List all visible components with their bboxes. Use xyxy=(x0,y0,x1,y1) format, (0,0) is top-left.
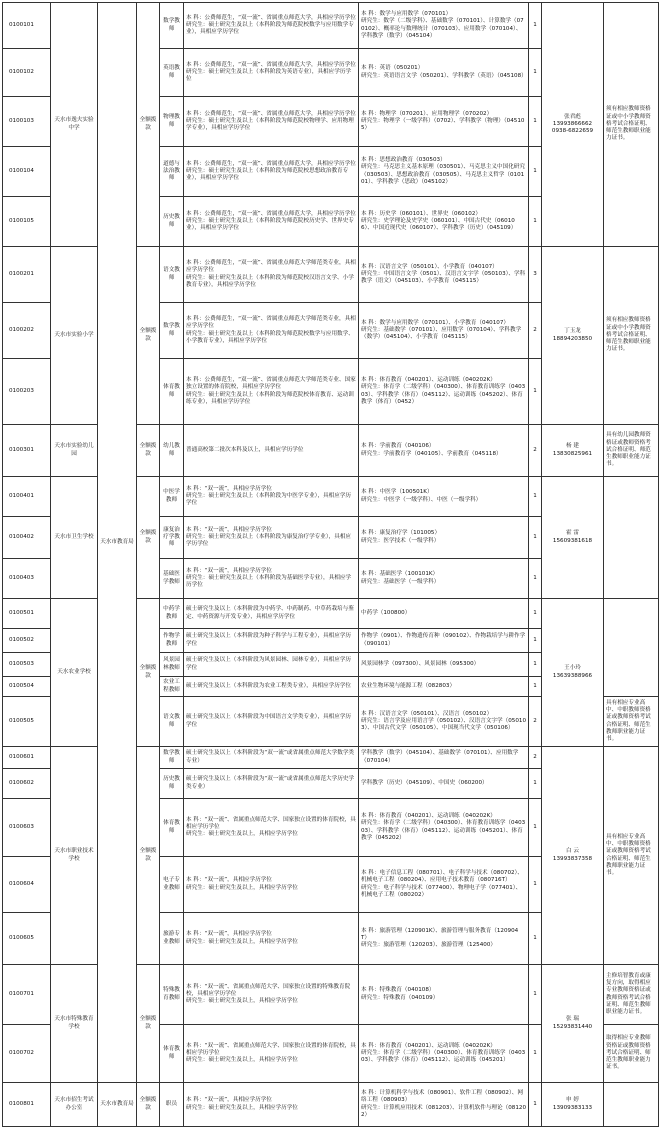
post-name: 农业工程教师 xyxy=(160,677,184,697)
major-requirement: 本 科：基础医学（100101K） 研究生：基础医学（一级学科） xyxy=(359,559,529,599)
funding-type: 全额拨款 xyxy=(137,3,160,247)
employer-unit: 天水市卫生学校 xyxy=(51,477,98,599)
headcount: 2 xyxy=(529,303,542,359)
post-code: 0100503 xyxy=(3,653,51,677)
employer-unit: 天水市职业技术学校 xyxy=(51,747,98,965)
post-code: 0100402 xyxy=(3,517,51,559)
major-requirement: 本 科：体育教育（040201）、运动训练（040202K） 研究生：体育学（二级学科）（040300）、体育教育训练学（040303）、学科教学（体育）（045112）、运动训练（045201）、体育教学（045202） xyxy=(359,799,529,857)
remarks: 具有幼儿园教师资格证或教师资格考试合格证明、师范生教师职业能力证书。 xyxy=(604,425,659,477)
headcount: 1 xyxy=(529,599,542,629)
headcount: 3 xyxy=(529,247,542,303)
remarks xyxy=(604,1083,659,1127)
post-code: 0100301 xyxy=(3,425,51,477)
post-name: 语文教师 xyxy=(160,697,184,747)
post-code: 0100105 xyxy=(3,197,51,247)
funding-type: 全额拨款 xyxy=(137,1083,160,1127)
major-requirement: 本 科：物理学（070201）、应用物理学（070202） 研究生：物理学（一级学科）（0702）、学科教学（物理）（045105） xyxy=(359,97,529,147)
education-requirement: 本 科：“双一流”，具相应学历学位 研究生：硕士研究生及以上，具相应学历学位 xyxy=(184,1083,359,1127)
remarks xyxy=(604,599,659,697)
funding-type: 全额拨款 xyxy=(137,247,160,425)
post-code: 0100201 xyxy=(3,247,51,303)
post-code: 0100602 xyxy=(3,769,51,799)
contact: 张君彪 13993866662 0938-6822659 xyxy=(542,3,604,247)
major-requirement: 本 科：思想政治教育（030503） 研究生：马克思主义基本原理（030501）、马克思主义中国化研究（030503）、思想政治教育（030505）、马克思主义哲学（010101）、学科教学（思政）（045102） xyxy=(359,147,529,197)
table-row xyxy=(3,3,659,49)
contact: 白 云 13993837358 xyxy=(542,747,604,965)
post-name: 作物学教师 xyxy=(160,629,184,653)
major-requirement: 风景园林学（097300）、风景园林（095300） xyxy=(359,653,529,677)
table-row xyxy=(3,1083,659,1127)
headcount: 1 xyxy=(529,857,542,913)
employer-unit: 天水市招生考试办公室 xyxy=(51,1083,98,1127)
education-requirement: 本 科：“双一流”，具相应学历学位 研究生：硕士研究生及以上，具相应学历学位 xyxy=(184,857,359,913)
post-name: 职员 xyxy=(160,1083,184,1127)
remarks: 具有相应专业高中、中职教师资格证或教师资格考试合格证明、师范生教师职业能力证书。 xyxy=(604,697,659,747)
major-requirement: 本 科：体育教育（040201）、运动训练（040202K） 研究生：体育学（二级学科）（040300）、体育教育训练学（040303）、学科教学（体育）（045112）、运动训练（045202）、体育教学（体育）（0452） xyxy=(359,359,529,425)
headcount: 1 xyxy=(529,653,542,677)
post-code: 0100202 xyxy=(3,303,51,359)
post-name: 中医学教师 xyxy=(160,477,184,517)
post-code: 0100502 xyxy=(3,629,51,653)
headcount: 1 xyxy=(529,3,542,49)
headcount: 1 xyxy=(529,913,542,965)
headcount: 1 xyxy=(529,147,542,197)
major-requirement: 本 科：历史学（060101）、世界史（060102） 研究生：史学理论及史学史（060101）、中国古代史（060106）、中国近现代史（060107）、学科教学（历史）（045109） xyxy=(359,197,529,247)
post-name: 体育教师 xyxy=(160,1025,184,1083)
major-requirement: 学科教学（历史）（045109）、中国史（060200） xyxy=(359,769,529,799)
post-name: 数学教师 xyxy=(160,747,184,769)
employer-unit: 天水市特殊教育学校 xyxy=(51,965,98,1083)
post-code: 0100401 xyxy=(3,477,51,517)
post-name: 风景园林教师 xyxy=(160,653,184,677)
education-requirement: 硕士研究生及以上（本科阶段为“双一流”或省属重点师范大学数学类专业） xyxy=(184,747,359,769)
major-requirement: 本 科：电子信息工程（080701）、电子科学与技术（080702）、机械电子工程（080204）、应用电子技术教育（080716T） 研究生：电子科学与技术（077400）、物理电子学（077401）、机械电子工程（080202） xyxy=(359,857,529,913)
major-requirement: 本 科：康复治疗学（101005） 研究生：医学技术（一级学科） xyxy=(359,517,529,559)
post-name: 历史教师 xyxy=(160,197,184,247)
education-requirement: 本 科：公费师范生，“双一流”、省属重点师范大学师范类专业，具相应学历学位 研究生：硕士研究生及以上（本科阶段为师范院校汉语言文学、小学教育专业），具相应学历学位 xyxy=(184,247,359,303)
funding-type: 全额拨款 xyxy=(137,477,160,599)
major-requirement: 本 科：汉语言文学（050101）、小学教育（040107） 研究生：中国语言文学（0501）、汉语言文字学（050103）、学科教学（语文）（045103）、小学教育（045115） xyxy=(359,247,529,303)
post-name: 中药学教师 xyxy=(160,599,184,629)
education-requirement: 本 科：“双一流”、省属重点师范大学、国家独立设置的体育院校，具相应学历学位 研究生：硕士研究生及以上，具相应学历学位 xyxy=(184,1025,359,1083)
headcount: 1 xyxy=(529,517,542,559)
education-requirement: 硕士研究生及以上（本科阶段为中国语言文学类专业），具相应学历学位 xyxy=(184,697,359,747)
post-code: 0100203 xyxy=(3,359,51,425)
education-requirement: 本 科：“双一流”、省属重点师范大学、国家独立设置的体育院校，具相应学历学位 研究生：硕士研究生及以上，具相应学历学位 xyxy=(184,799,359,857)
remarks: 主修培智教育或康复方向，取得相应专业教师资格证或教师资格考试合格证明、师范生教师职业能力证书。 xyxy=(604,965,659,1025)
department: 天水市教育局 xyxy=(98,1083,137,1127)
employer-unit: 天水市实验小学 xyxy=(51,247,98,425)
remarks: 取得相应专业教师资格证或教师资格考试合格证明、师范生教师职业能力证书。 xyxy=(604,1025,659,1083)
department: 天水市教育局 xyxy=(98,3,137,1083)
post-code: 0100403 xyxy=(3,559,51,599)
headcount: 1 xyxy=(529,799,542,857)
education-requirement: 硕士研究生及以上（本科阶段为种子科学与工程专业），具相应学历学位 xyxy=(184,629,359,653)
remarks: 具有相应专业高中、中职教师资格证或教师资格考试合格证明、师范生教师职业能力证书。 xyxy=(604,747,659,965)
education-requirement: 本 科：“双一流”，具相应学历学位 研究生：硕士研究生及以上（本科阶段为基础医学专业），具相应学历学位 xyxy=(184,559,359,599)
post-name: 体育教师 xyxy=(160,799,184,857)
post-name: 数学教师 xyxy=(160,3,184,49)
post-code: 0100504 xyxy=(3,677,51,697)
post-name: 道德与法治教师 xyxy=(160,147,184,197)
headcount: 2 xyxy=(529,697,542,747)
headcount: 1 xyxy=(529,359,542,425)
funding-type: 全额拨款 xyxy=(137,599,160,747)
headcount: 1 xyxy=(529,477,542,517)
post-name: 旅游专业教师 xyxy=(160,913,184,965)
headcount: 1 xyxy=(529,629,542,653)
headcount: 1 xyxy=(529,769,542,799)
contact: 杨 建 13830825961 xyxy=(542,425,604,477)
post-code: 0100501 xyxy=(3,599,51,629)
education-requirement: 硕士研究生及以上（本科阶段为“双一流”或省属重点师范大学历史学类专业） xyxy=(184,769,359,799)
education-requirement: 本 科：“双一流”，具相应学历学位 研究生：硕士研究生及以上（本科阶段为中医学专业），具相应学历学位 xyxy=(184,477,359,517)
post-code: 0100101 xyxy=(3,3,51,49)
contact: 张 瑞 15293831440 xyxy=(542,965,604,1083)
post-code: 0100605 xyxy=(3,913,51,965)
education-requirement: 本 科：公费师范生，“双一流”、省属重点师范大学，具相应学历学位 研究生：硕士研究生及以上（本科阶段为师范院校历史学、世界史专业），具相应学历学位 xyxy=(184,197,359,247)
remarks xyxy=(604,477,659,599)
post-code: 0100701 xyxy=(3,965,51,1025)
post-name: 英语教师 xyxy=(160,49,184,97)
post-code: 0100601 xyxy=(3,747,51,769)
post-code: 0100505 xyxy=(3,697,51,747)
employer-unit: 天水农业学校 xyxy=(51,599,98,747)
headcount: 1 xyxy=(529,677,542,697)
education-requirement: 本 科：公费师范生，“双一流”、省属重点师范大学，具相应学历学位 研究生：硕士研究生及以上（本科阶段为英语专业），具相应学历学位 xyxy=(184,49,359,97)
post-name: 体育教师 xyxy=(160,359,184,425)
education-requirement: 硕士研究生及以上（本科阶段为风景园林、园林专业），具相应学历学位 xyxy=(184,653,359,677)
education-requirement: 普通高校第二批次本科及以上，具相应学历学位 xyxy=(184,425,359,477)
headcount: 1 xyxy=(529,965,542,1025)
post-name: 语文教师 xyxy=(160,247,184,303)
headcount: 2 xyxy=(529,425,542,477)
post-code: 0100604 xyxy=(3,857,51,913)
post-name: 数学教师 xyxy=(160,303,184,359)
headcount: 1 xyxy=(529,1025,542,1083)
headcount: 1 xyxy=(529,1083,542,1127)
major-requirement: 本 科：旅游管理（120901K）、旅游管理与服务教育（120904T） 研究生：旅游管理（120203）、旅游管理（125400） xyxy=(359,913,529,965)
major-requirement: 本 科：英语（050201） 研究生：英语语言文学（050201）、学科教学（英语）（045108） xyxy=(359,49,529,97)
post-code: 0100103 xyxy=(3,97,51,147)
post-name: 幼儿教师 xyxy=(160,425,184,477)
major-requirement: 本 科：学前教育（040106） 研究生：学前教育学（040105）、学前教育（045118） xyxy=(359,425,529,477)
education-requirement: 硕士研究生及以上（本科阶段为中药学、中药制药、中草药栽培与鉴定、中药资源与开发专业），具相应学历学位 xyxy=(184,599,359,629)
education-requirement: 本 科：公费师范生，“双一流”、省属重点师范大学，具相应学历学位 研究生：硕士研究生及以上（本科阶段为师范院校数学与应用数学专业），具相应学历学位 xyxy=(184,3,359,49)
post-name: 基础医学教师 xyxy=(160,559,184,599)
post-code: 0100702 xyxy=(3,1025,51,1083)
major-requirement: 本 科：特殊教育（040108） 研究生：特殊教育（040109） xyxy=(359,965,529,1025)
major-requirement: 本 科：体育教育（040201）、运动训练（040202K） 研究生：体育学（二级学科）（040300）、体育教育训练学（040303）、学科教学（体育）（045112）、运动训练（045201） xyxy=(359,1025,529,1083)
headcount: 1 xyxy=(529,559,542,599)
education-requirement: 本 科：“双一流”，具相应学历学位 研究生：硕士研究生及以上（本科阶段为康复治疗学专业），具相应学历学位 xyxy=(184,517,359,559)
education-requirement: 本 科：公费师范生，“双一流”、省属重点师范大学，具相应学历学位 研究生：硕士研究生及以上（本科阶段为师范院校思想政治教育专业），具相应学历学位 xyxy=(184,147,359,197)
recruitment-table xyxy=(2,2,659,1127)
headcount: 1 xyxy=(529,49,542,97)
post-name: 电子专业教师 xyxy=(160,857,184,913)
post-name: 特殊教育教师 xyxy=(160,965,184,1025)
major-requirement: 本 科：数学与应用数学（070101）、小学教育（040107） 研究生：基础数学（070101）、应用数学（070104）、学科教学（数学）（045104）、小学教育（045115） xyxy=(359,303,529,359)
employer-unit: 天水市逸夫实验中学 xyxy=(51,3,98,247)
major-requirement: 作物学（0901）、作物遗传育种（090102）、作物栽培学与耕作学（090101） xyxy=(359,629,529,653)
remarks: 须有相应教师资格证或中小学教师资格考试合格证明、师范生教师职业能力证书。 xyxy=(604,247,659,425)
major-requirement: 学科教学（数学）（045104）、基础数学（070101）、应用数学（070104） xyxy=(359,747,529,769)
education-requirement: 本 科：公费师范生，“双一流”、省属重点师范大学师范类专业，具相应学历学位 研究生：硕士研究生及以上（本科阶段为师范院校数学与应用数学、小学教育专业），具相应学历学位 xyxy=(184,303,359,359)
contact: 申 婷 13909383133 xyxy=(542,1083,604,1127)
post-code: 0100102 xyxy=(3,49,51,97)
funding-type: 全额拨款 xyxy=(137,425,160,477)
major-requirement: 中药学（100800） xyxy=(359,599,529,629)
education-requirement: 硕士研究生及以上（本科阶段为农业工程类专业），具相应学历学位 xyxy=(184,677,359,697)
funding-type: 全额拨款 xyxy=(137,965,160,1083)
major-requirement: 本 科：计算机科学与技术（080901）、软件工程（080902）、网络工程（080903） 研究生：计算机应用技术（081203）、计算机软件与理论（081202） xyxy=(359,1083,529,1127)
headcount: 1 xyxy=(529,97,542,147)
remarks: 须有相应教师资格证或中小学教师资格考试合格证明、师范生教师职业能力证书。 xyxy=(604,3,659,247)
post-name: 物理教师 xyxy=(160,97,184,147)
headcount: 2 xyxy=(529,747,542,769)
contact: 丁玉龙 18894203850 xyxy=(542,247,604,425)
post-name: 历史教师 xyxy=(160,769,184,799)
education-requirement: 本 科：公费师范生，“双一流”、省属重点师范大学，具相应学历学位 研究生：硕士研究生及以上（本科阶段为师范院校物理学、应用物理学专业），具相应学历学位 xyxy=(184,97,359,147)
education-requirement: 本 科：“双一流”，具相应学历学位 研究生：硕士研究生及以上，具相应学历学位 xyxy=(184,913,359,965)
education-requirement: 本 科：“双一流”、省属重点师范大学、国家独立设置的特殊教育院校，具相应学历学位 研究生：硕士研究生及以上，具相应学历学位 xyxy=(184,965,359,1025)
post-code: 0100104 xyxy=(3,147,51,197)
major-requirement: 本 科：汉语言文学（050101）、汉语言（050102） 研究生：语言学及应用语言学（050102）、汉语言文字学（050103）、中国古代文学（050105）、中国现当代文学（050106） xyxy=(359,697,529,747)
post-code: 0100603 xyxy=(3,799,51,857)
major-requirement: 本 科：数学与应用数学（070101） 研究生：数学（二级学科）、基础数学（070101）、计算数学（070102）、概率论与数理统计（070103）、应用数学（070104）、学科教学（数学）（045104） xyxy=(359,3,529,49)
post-code: 0100801 xyxy=(3,1083,51,1127)
major-requirement: 本 科：中医学（100501K） 研究生：中医学（一级学科）、中医（一级学科） xyxy=(359,477,529,517)
contact: 王小玲 13639388966 xyxy=(542,599,604,747)
education-requirement: 本 科：公费师范生，“双一流”、省属重点师范大学师范类专业、国家独立设置的体育院校，具相应学历学位 研究生：硕士研究生及以上（本科阶段为师范院校体育教育、运动训练专业），具相应学历学位 xyxy=(184,359,359,425)
major-requirement: 农业生物环境与能源工程（082803） xyxy=(359,677,529,697)
employer-unit: 天水市实验幼儿园 xyxy=(51,425,98,477)
post-name: 康复治疗学教师 xyxy=(160,517,184,559)
headcount: 1 xyxy=(529,197,542,247)
contact: 霍 雷 15609381618 xyxy=(542,477,604,599)
funding-type: 全额拨款 xyxy=(137,747,160,965)
